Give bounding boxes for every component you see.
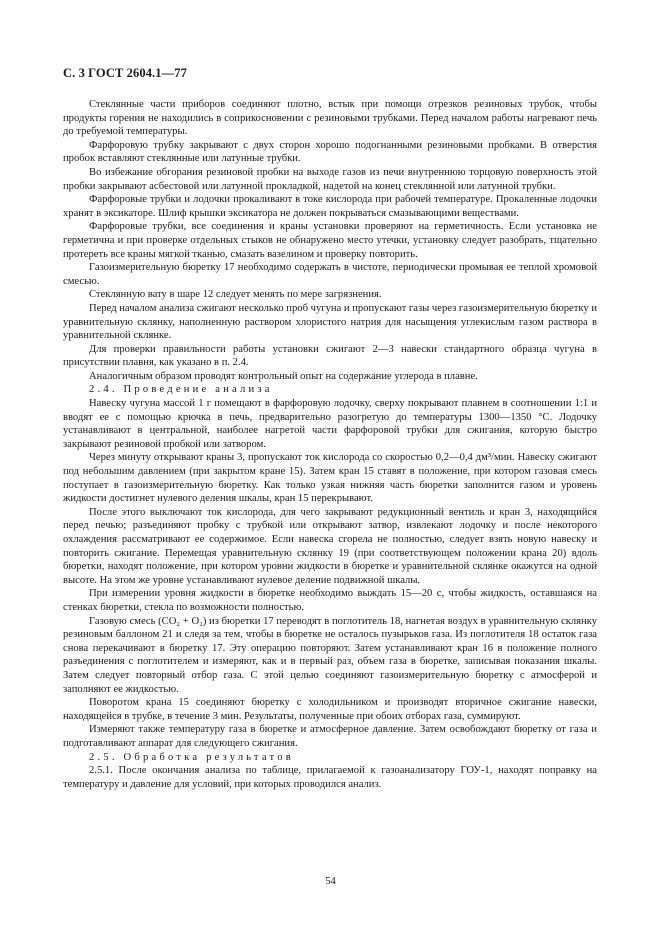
paragraph: После этого выключают ток кислорода, для чего закрывают редукционный вентиль и кран 3, находящийся перед печью; разъединяют пробку с трубкой или открывают затвор, извлекают лодочку и после некоторого охлаждения рассматривают ее содержимое. Если навеска сгорела не полностью, следует взять новую навеску и повторить сжигание. Перемещая уравнительную склянку 19 (при соответствующем положении крана 20) вдоль бюретки, находят положение, при котором уровни жидкости в бюретке и уравнительной склянке окажутся на одной высоте. На этом же уровне устанавливают нулевое деление подвижной шкалы. <box>63 506 597 586</box>
paragraph: При измерении уровня жидкости в бюретке необходимо выждать 15—20 с, чтобы жидкость, оставшаяся на стенках бюретки, стекла по возможности полностью. <box>63 588 597 613</box>
paragraph: Для проверки правильности работы установки сжигают 2—3 навески стандартного образца чугуна в присутствии плавня, как указано в п. 2.4. <box>63 343 597 369</box>
paragraph: Стеклянную вату в шаре 12 следует менять по мере загрязнения. <box>89 289 382 301</box>
paragraph: Навеску чугуна массой 1 г помещают в фарфоровую лодочку, сверху покрывают плавнем в соотношении 1:1 и вводят ее с помощью крючка в печь, предварительно разогретую до температуры 1300—1350 °С. Лодочку устанавливают в центральной, наиболее нагретой части фарфоровой трубки для сжигания, которую быстро закрывают резиновой пробкой или затвором. <box>63 398 597 450</box>
paragraph: Измеряют также температуру газа в бюретке и атмосферное давление. Затем освобождают бюретку от газа и подготавливают аппарат для следующего сжигания. <box>63 724 597 749</box>
paragraph: Поворотом крана 15 соединяют бюретку с холодильником и производят вторичное сжигание навески, находящейся в трубке, в течение 3 мин. Результаты, полученные при обоих отборах газа, суммируют. <box>63 697 597 722</box>
paragraph: 2.5.1. После окончания анализа по таблице, прилагаемой к газоанализатору ГОУ-1, находят поправку на температуру и давление для условий, при которых проводился анализ. <box>63 765 597 790</box>
paragraph: Аналогичным образом проводят контрольный опыт на содержание углерода в плавне. <box>89 370 478 382</box>
paragraph: Фарфоровые трубки, все соединения и краны установки проверяют на герметичность. Если установка не герметична и при проверке отдельных стыков не обнаружено место утечки, установку следует разобрать, тщательно протереть все краны мягкой тканью, смазать вазелином и проверку повторить. <box>63 221 597 260</box>
paragraph: Фарфоровую трубку закрывают с двух сторон хорошо подогнанными резиновыми пробками. В отверстия пробок вставляют стеклянные или латунные трубки. <box>63 139 597 165</box>
paragraph: Через минуту открывают краны 3, пропускают ток кислорода со скоростью 0,2—0,4 дм³/мин. Навеску сжигают под небольшим давлением (при закрытом кране 15). Затем кран 15 ставят в положение, при котором газовая смесь поступает в газоизмерительную бюретку. Как только узкая нижняя часть бюретки заполнится газом и уровень жидкости достигнет нулевого деления шкалы, кран 15 перекрывают. <box>63 452 597 505</box>
paragraph: Фарфоровые трубки и лодочки прокаливают в токе кислорода при рабочей температуре. Прокаленные лодочки хранят в эксикаторе. Шлиф крышки эксикатора не должен покрываться смазывающими веществами. <box>63 194 597 219</box>
page-header: С. 3 ГОСТ 2604.1—77 <box>63 66 187 80</box>
section-heading-procedure: 2.4. Проведение анализа <box>89 384 273 396</box>
page-number: 54 <box>325 876 336 887</box>
paragraph: Стеклянные части приборов соединяют плотно, встык при помощи отрезков резиновых трубок, чтобы продукты горения не находились в соприкосновении с резиновыми трубками. Перед началом работы нагревают печь до требуемой температуры. <box>63 99 597 138</box>
paragraph: Во избежание обгорания резиновой пробки на выходе газов из печи внутреннюю торцовую поверхность этой пробки закрывают асбестовой или латунной прокладкой, надетой на конец стеклянной или латунной трубки. <box>63 166 597 192</box>
section-heading-results: 2.5. Обработка результатов <box>89 751 294 763</box>
body-text <box>63 98 597 791</box>
paragraph: Газовую смесь (СО₂ + О₂) из бюретки 17 переводят в поглотитель 18, нагнетая воздух в уравнительную склянку резиновым баллоном 21 и следя за тем, чтобы в бюретке не осталось пузырьков газа. Из поглотителя 18 остаток газа снова перекачивают в бюретку 17. Эту операцию повторяют. Затем устанавливают кран 16 в положение полного разъединения с поглотителем и измеряют, как и в первый раз, объем газа в бюретке, записывая показания шкалы. Затем следует повторный отбор газа. С этой целью соединяют газоизмерительную бюретку с атмосферой и заполняют ее жидкостью. <box>63 615 597 695</box>
paragraph: Перед началом анализа сжигают несколько проб чугуна и пропускают газы через газоизмерительную бюретку и уравнительную склянку, наполненную раствором хлористого натрия для насыщения углекислым газом раствора в уравнительной склянке. <box>63 302 597 342</box>
paragraph: Газоизмерительную бюретку 17 необходимо содержать в чистоте, периодически промывая ее теплой хромовой смесью. <box>63 262 597 287</box>
